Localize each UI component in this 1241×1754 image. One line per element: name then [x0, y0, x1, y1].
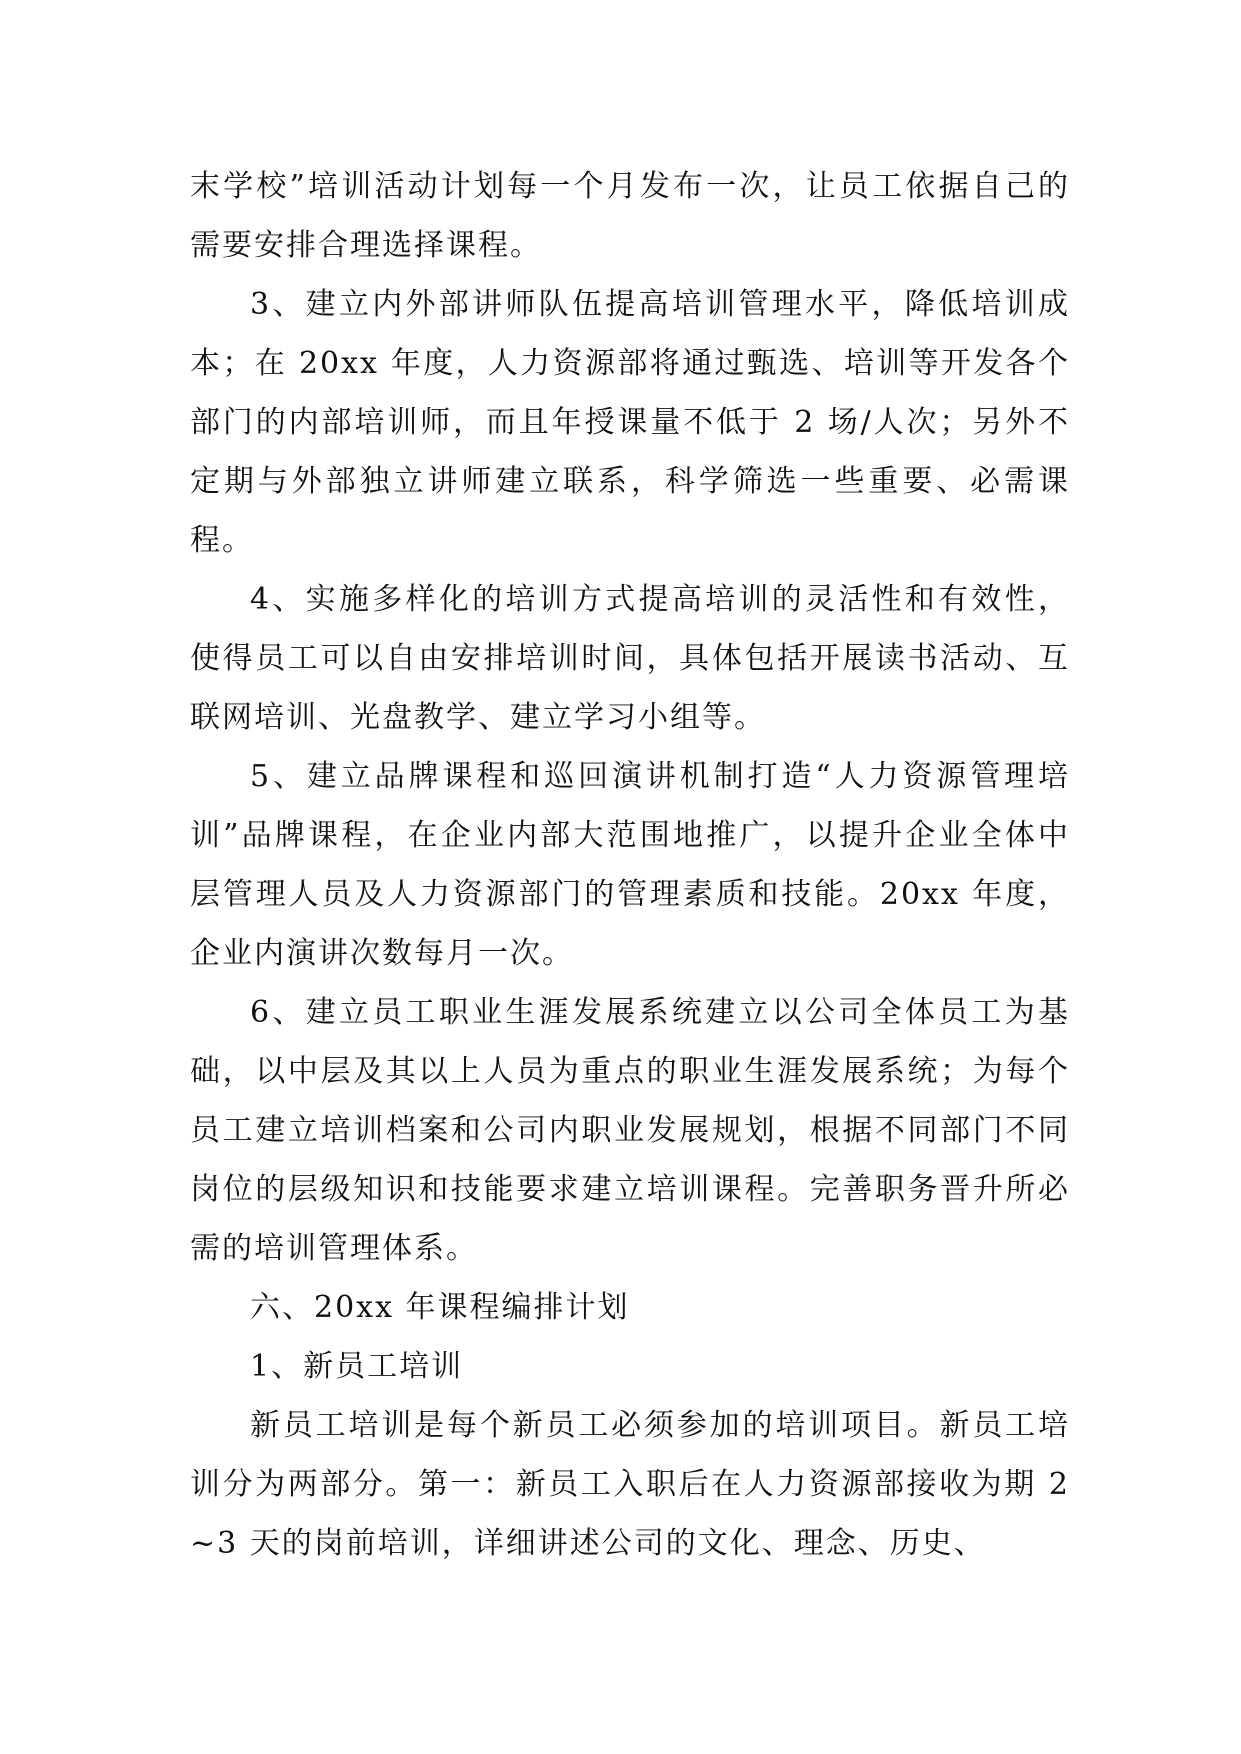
subsection-heading: 1、新员工培训	[250, 1349, 464, 1384]
paragraph-new-employee-training: 新员工培训是每个新员工必须参加的培训项目。新员工培训分为两部分。第一：新员工入职后在人力资源部接收为期 2~3 天的岗前培训，详细讲述公司的文化、理念、历史、	[190, 1408, 1070, 1561]
paragraph-continuation: 末学校”培训活动计划每一个月发布一次，让员工依据自己的需要安排合理选择课程。	[190, 169, 1070, 263]
section-heading: 六、20xx 年课程编排计划	[250, 1290, 630, 1325]
paragraph-item-5: 5、建立品牌课程和巡回演讲机制打造“人力资源管理培训”品牌课程，在企业内部大范围地推广，以提升企业全体中层管理人员及人力资源部门的管理素质和技能。20xx 年度，企业内演讲次数每月一次。	[190, 759, 1070, 971]
paragraph-item-6: 6、建立员工职业生涯发展系统建立以公司全体员工为基础，以中层及其以上人员为重点的职业生涯发展系统；为每个员工建立培训档案和公司内职业发展规划，根据不同部门不同岗位的层级知识和技能要求建立培训课程。完善职务晋升所必需的培训管理体系。	[190, 995, 1070, 1266]
paragraph-item-3: 3、建立内外部讲师队伍提高培训管理水平，降低培训成本；在 20xx 年度，人力资源部将通过甄选、培训等开发各个部门的内部培训师，而且年授课量不低于 2 场/人次；另外不定期与外部独立讲师建立联系，科学筛选一些重要、必需课程。	[190, 287, 1070, 558]
paragraph-item-4: 4、实施多样化的培训方式提高培训的灵活性和有效性，使得员工可以自由安排培训时间，具体包括开展读书活动、互联网培训、光盘教学、建立学习小组等。	[190, 582, 1070, 735]
document-body	[190, 157, 1070, 1573]
